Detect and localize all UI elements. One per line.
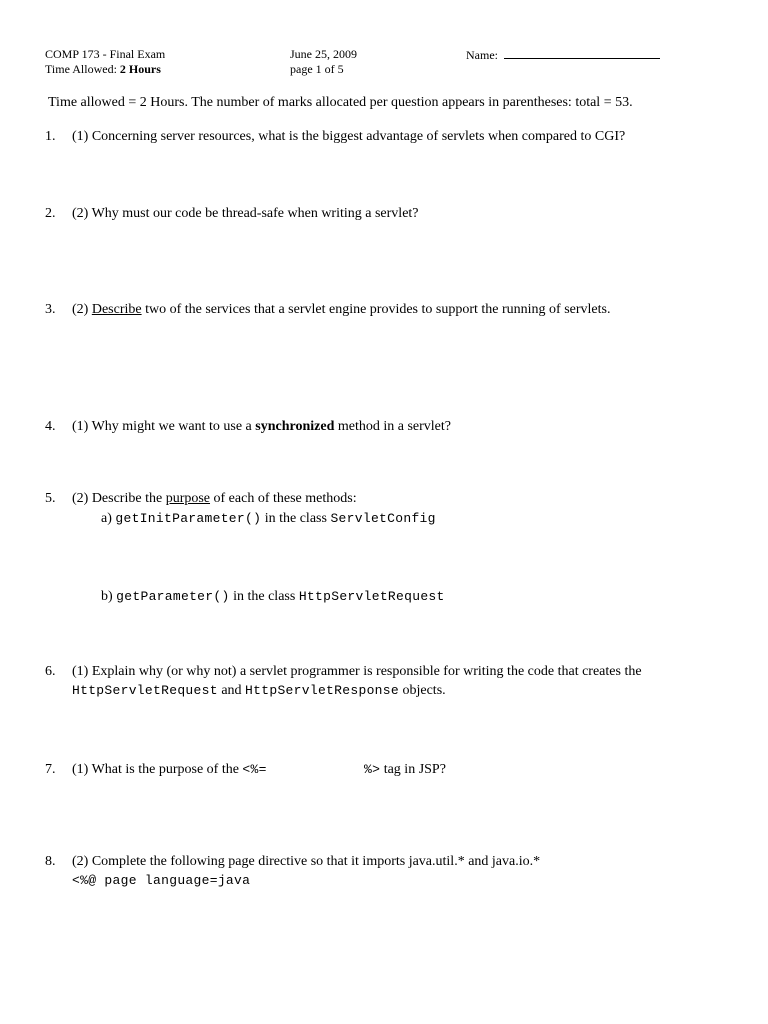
question-6-and: and — [217, 683, 246, 698]
question-4-keyword: synchronized — [255, 419, 335, 434]
question-3-text — [72, 301, 610, 318]
question-6-line2 — [72, 682, 446, 699]
question-8-directive: <%@ page language=java — [72, 873, 251, 888]
question-5a-class: ServletConfig — [330, 511, 436, 526]
time-allowed-label: Time Allowed: — [45, 62, 120, 76]
name-blank-line[interactable] — [504, 47, 660, 59]
question-3-emphasis: Describe — [91, 302, 142, 317]
question-8-number: 8. — [45, 854, 56, 869]
question-6-class2: HttpServletResponse — [245, 683, 399, 698]
question-7-tail — [364, 761, 446, 778]
time-allowed-value: 2 Hours — [119, 62, 161, 76]
question-5a-mid: in the class — [261, 511, 331, 526]
page-number: page 1 of 5 — [290, 62, 344, 76]
question-7-open-tag: <%= — [242, 762, 267, 777]
question-5-emphasis: purpose — [165, 491, 211, 506]
question-4-number: 4. — [45, 419, 56, 434]
question-6-number: 6. — [45, 664, 56, 679]
question-5-pre: (2) Describe the — [72, 491, 166, 506]
question-5-number: 5. — [45, 491, 56, 506]
question-5b-class: HttpServletRequest — [298, 589, 445, 604]
question-3-pre: (2) — [72, 302, 92, 317]
intro-text: Time allowed = 2 Hours. The number of marks allocated per question appears in parentheses: total = 53. — [48, 95, 633, 110]
question-1-text: (1) Concerning server resources, what is the biggest advantage of servlets when compared to CGI? — [72, 129, 626, 144]
question-6-class1: HttpServletRequest — [72, 683, 218, 698]
question-7-number: 7. — [45, 762, 56, 777]
question-5b — [101, 588, 445, 605]
question-8-text: (2) Complete the following page directive so that it imports java.util.* and java.io.* — [72, 854, 541, 869]
question-3-number: 3. — [45, 302, 56, 317]
name-field[interactable] — [466, 47, 660, 62]
course-title: COMP 173 - Final Exam — [45, 47, 166, 61]
question-8-code — [72, 872, 250, 889]
question-3-post: two of the services that a servlet engine provides to support the running of servlets. — [141, 302, 611, 317]
question-7-close-tag: %> — [364, 762, 381, 777]
question-5-post: of each of these methods: — [210, 491, 357, 506]
question-2-text: (2) Why must our code be thread-safe when writing a servlet? — [72, 206, 419, 221]
question-7-pre: (1) What is the purpose of the — [72, 762, 243, 777]
question-5a-method: getInitParameter() — [115, 511, 262, 526]
question-5b-label: b) — [101, 589, 117, 604]
time-allowed — [45, 62, 161, 76]
question-4-text — [72, 418, 451, 435]
question-6-line1: (1) Explain why (or why not) a servlet programmer is responsible for writing the code that creates the — [72, 664, 642, 679]
question-6-post: objects. — [398, 683, 446, 698]
exam-date: June 25, 2009 — [290, 47, 357, 61]
question-1-number: 1. — [45, 129, 56, 144]
question-7-text — [72, 761, 267, 778]
question-7-post: tag in JSP? — [380, 762, 446, 777]
question-5b-method: getParameter() — [116, 589, 230, 604]
question-5b-mid: in the class — [229, 589, 299, 604]
question-5a — [101, 510, 436, 527]
question-4-pre: (1) Why might we want to use a — [72, 419, 256, 434]
question-5a-label: a) — [101, 511, 116, 526]
question-2-number: 2. — [45, 206, 56, 221]
name-label: Name: — [466, 48, 498, 62]
question-5-text — [72, 490, 357, 507]
question-4-post: method in a servlet? — [334, 419, 451, 434]
